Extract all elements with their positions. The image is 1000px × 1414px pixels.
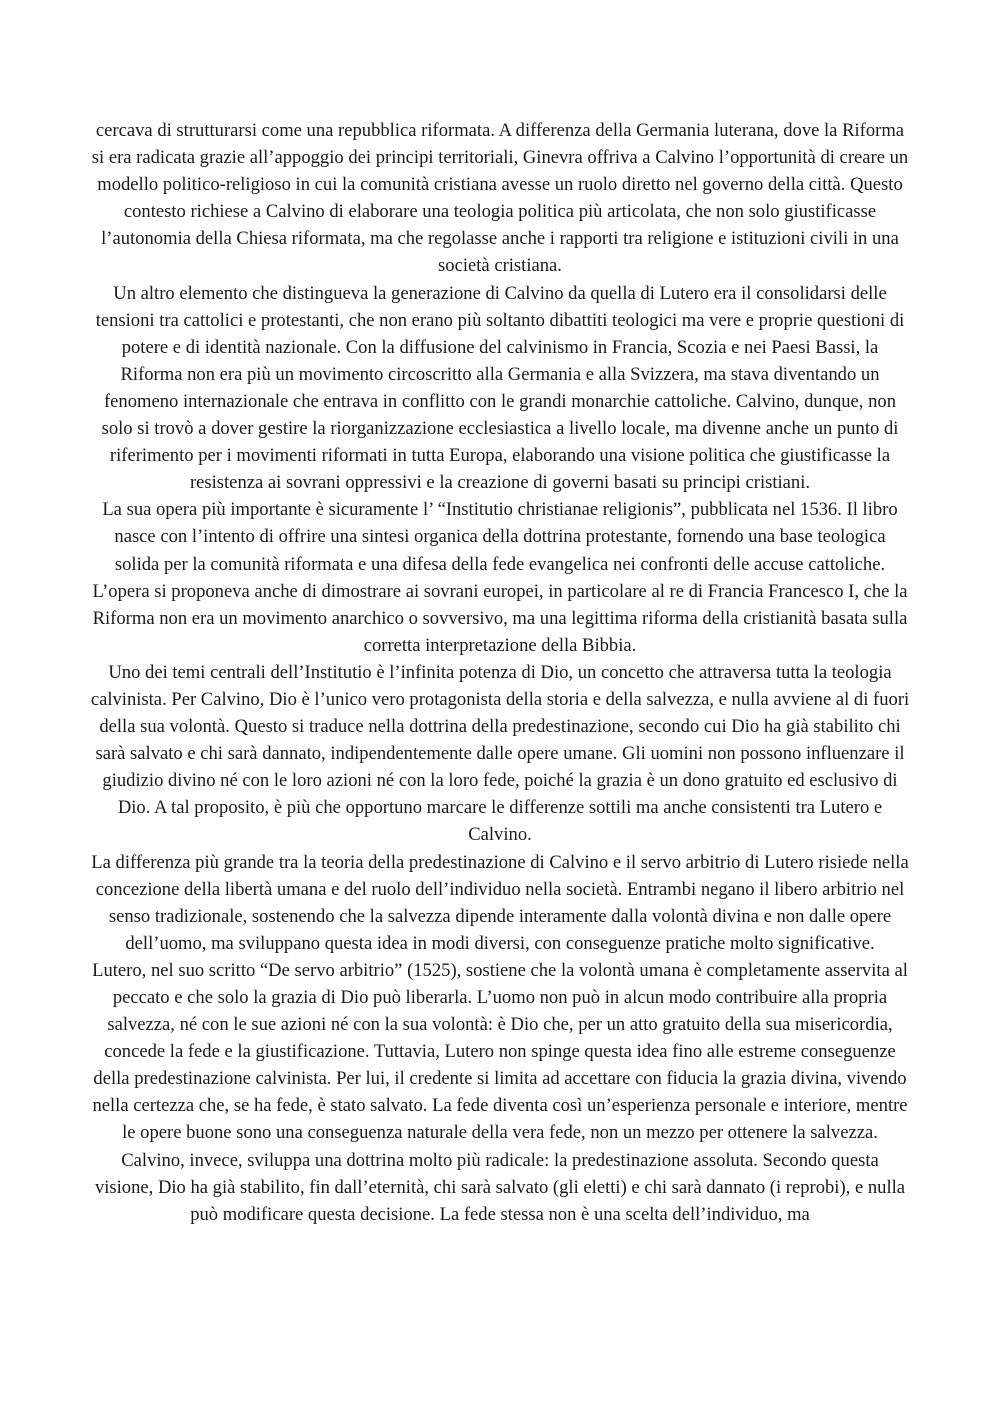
paragraph-4: Uno dei temi centrali dell’Institutio è l’infinita potenza di Dio, un concetto che attraversa tutta la teologia calvinista. Per Calvino, Dio è l’unico vero protagonista della storia e della salvezza, e nulla avviene al di fuori della sua volontà. Questo si traduce nella dottrina della predestinazione, secondo cui Dio ha già stabilito chi sarà salvato e chi sarà dannato, indipendentemente dalle opere umane. Gli uomini non possono influenzare il giudizio divino né con le loro azioni né con la loro fede, poiché la grazia è un dono gratuito ed esclusivo di Dio. A tal proposito, è più che opportuno marcare le differenze sottili ma anche consistenti tra Lutero e Calvino. [90,661,910,846]
paragraph-1: cercava di strutturarsi come una repubblica riformata. A differenza della Germania luterana, dove la Riforma si era radicata grazie all’appoggio dei principi territoriali, Ginevra offriva a Calvino l’opportunità di creare un modello politico-religioso in cui la comunità cristiana avesse un ruolo diretto nel governo della città. Questo contesto richiese a Calvino di elaborare una teologia politica più articolata, che non solo giustificasse l’autonomia della Chiesa riformata, ma che regolasse anche i rapporti tra religione e istituzioni civili in una società cristiana. [91,120,909,277]
paragraph-2: Un altro elemento che distingueva la generazione di Calvino da quella di Lutero era il consolidarsi delle tensioni tra cattolici e protestanti, che non erano più soltanto dibattiti teologici ma vere e proprie questioni di potere e di identità nazionale. Con la diffusione del calvinismo in Francia, Scozia e nei Paesi Bassi, la Riforma non era più un movimento circoscritto alla Germania e alla Svizzera, ma stava diventando un fenomeno internazionale che entrava in conflitto con le grandi monarchie cattoliche. Calvino, dunque, non solo si trovò a dover gestire la riorganizzazione ecclesiastica a livello locale, ma divenne anche un punto di riferimento per i movimenti riformati in tutta Europa, elaborando una visione politica che giustificasse la resistenza ai sovrani oppressivi e la creazione di governi basati su principi cristiani. [95,282,905,494]
paragraph-6: Lutero, nel suo scritto “De servo arbitrio” (1525), sostiene che la volontà umana è completamente asservita al peccato e che solo la grazia di Dio può liberarla. L’uomo non può in alcun modo contribuire alla propria salvezza, né con le sue azioni né con la sua volontà: è Dio che, per un atto gratuito della sua misericordia, concede la fede e la giustificazione. Tuttavia, Lutero non spinge questa idea fino alle estreme conseguenze della predestinazione calvinista. Per lui, il credente si limita ad accettare con fiducia la grazia divina, vivendo nella certezza che, se ha fede, è stato salvato. La fede diventa così un’esperienza personale e interiore, mentre le opere buone sono una conseguenza naturale della vera fede, non un mezzo per ottenere la salvezza. [92,959,908,1144]
body-text [90,117,910,1228]
paragraph-3: La sua opera più importante è sicuramente l’ “Institutio christianae religionis”, pubblicata nel 1536. Il libro nasce con l’intento di offrire una sintesi organica della dottrina protestante, fornendo una base teologica solida per la comunità riformata e una difesa della fede evangelica nei confronti delle accuse cattoliche. L’opera si proponeva anche di dimostrare ai sovrani europei, in particolare al re di Francia Francesco I, che la Riforma non era un movimento anarchico o sovversivo, ma una legittima riforma della cristianità basata sulla corretta interpretazione della Bibbia. [92,499,908,656]
paragraph-7: Calvino, invece, sviluppa una dottrina molto più radicale: la predestinazione assoluta. Secondo questa visione, Dio ha già stabilito, fin dall’eternità, chi sarà salvato (gli eletti) e chi sarà dannato (i reprobi), e nulla può modificare questa decisione. La fede stessa non è una scelta dell’individuo, ma [94,1149,906,1225]
paragraph-5: La differenza più grande tra la teoria della predestinazione di Calvino e il servo arbitrio di Lutero risiede nella concezione della libertà umana e del ruolo dell’individuo nella società. Entrambi negano il libero arbitrio nel senso tradizionale, sostenendo che la salvezza dipende interamente dalla volontà divina e non dalle opere dell’uomo, ma sviluppano questa idea in modi diversi, con conseguenze pratiche molto significative. [91,851,909,954]
